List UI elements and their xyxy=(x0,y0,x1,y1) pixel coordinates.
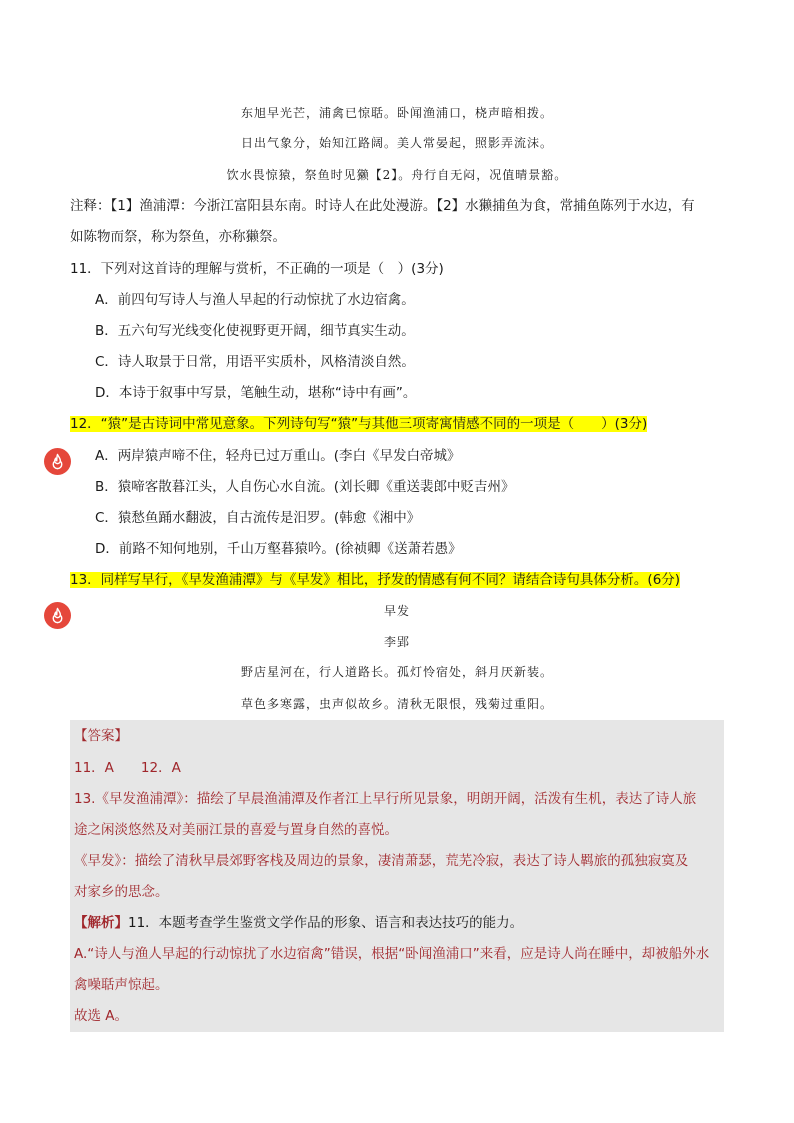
question-13-stem xyxy=(70,570,724,590)
note-line-1: 注释：【1】渔浦潭：今浙江富阳县东南。时诗人在此处漫游。【2】水獭捕鱼为食，常捕鱼陈列于水边，有 xyxy=(70,198,695,214)
q13-poem-title: 早发 xyxy=(383,604,410,618)
q11-option-a: A．前四句写诗人与渔人早起的行动惊扰了水边宿禽。 xyxy=(95,292,415,308)
q13-poem-author: 李郢 xyxy=(383,635,410,649)
note-line-2: 如陈物而祭，称为祭鱼，亦称獭祭。 xyxy=(70,229,286,245)
q12-option-b: B．猿啼客散暮江头，人自伤心水自流。(刘长卿《重送裴郎中贬吉州》 xyxy=(95,479,515,495)
question-13-highlight: 13．同样写早行，《早发渔浦潭》与《早发》相比，抒发的情感有何不同？请结合诗句具体分析。(6分) xyxy=(70,572,681,588)
question-12-stem xyxy=(70,414,724,434)
question-11-stem: 11．下列对这首诗的理解与赏析，不正确的一项是（ ）(3分) xyxy=(70,261,444,277)
q12-option-a: A．两岸猿声啼不住，轻舟已过万重山。(李白《早发白帝城》 xyxy=(95,448,461,464)
q11-option-d: D．本诗于叙事中写景，笔触生动，堪称“诗中有画”。 xyxy=(95,385,417,401)
answer-q13-line-2: 途之闲淡悠然及对美丽江景的喜爱与置身自然的喜悦。 xyxy=(74,822,398,838)
answer-q13-line-3: 《早发》：描绘了清秋早晨郊野客栈及周边的景象，凄清萧瑟，荒芜冷寂，表达了诗人羁旅的孤独寂寞及 xyxy=(74,853,689,869)
poem-line-3: 饮水畏惊猿，祭鱼时见獭【2】。舟行自无闷，况值晴景豁。 xyxy=(226,168,568,182)
flame-icon xyxy=(49,453,66,470)
flame-icon xyxy=(49,607,66,624)
answer-q13-line-1: 13.《早发渔浦潭》：描绘了早晨渔浦潭及作者江上早行所见景象，明朗开阔，活泼有生机，表达了诗人旅 xyxy=(74,791,697,807)
answer-q11-q12: 11．A 12．A xyxy=(74,760,181,776)
hot-question-icon xyxy=(44,448,71,475)
poem-line-2: 日出气象分，始知江路阔。美人常晏起，照影弄流沫。 xyxy=(240,136,553,150)
q11-option-b: B．五六句写光线变化使视野更开阔，细节真实生动。 xyxy=(95,323,415,339)
q11-option-c: C．诗人取景于日常，用语平实质朴，风格清淡自然。 xyxy=(95,354,415,370)
analysis-line-4: 故选 A。 xyxy=(74,1008,129,1024)
analysis-line-3: 禽噪聒声惊起。 xyxy=(74,977,169,993)
answer-label: 【答案】 xyxy=(74,728,128,744)
question-12-highlight: 12．“猿”是古诗词中常见意象。下列诗句写“猿”与其他三项寄寓情感不同的一项是（ ）(3分) xyxy=(70,416,648,432)
poem-line-1: 东旭早光芒，浦禽已惊聒。卧闻渔浦口，桡声暗相拨。 xyxy=(240,106,553,120)
answer-q13-line-4: 对家乡的思念。 xyxy=(74,884,169,900)
q13-poem-line-2: 草色多寒露，虫声似故乡。清秋无限恨，残菊过重阳。 xyxy=(240,697,553,711)
analysis-text: 11．本题考查学生鉴赏文学作品的形象、语言和表达技巧的能力。 xyxy=(128,915,524,931)
analysis-line-1 xyxy=(74,913,724,933)
q12-option-d: D．前路不知何地别，千山万壑暮猿吟。(徐祯卿《送萧若愚》 xyxy=(95,541,462,557)
q13-poem-line-1: 野店星河在，行人道路长。孤灯怜宿处，斜月厌新装。 xyxy=(240,665,553,679)
analysis-label: 【解析】 xyxy=(74,915,128,931)
hot-question-icon-2 xyxy=(44,602,71,629)
q12-option-c: C．猿愁鱼踊水翻波，自古流传是汨罗。(韩愈《湘中》 xyxy=(95,510,421,526)
analysis-line-2: A.“诗人与渔人早起的行动惊扰了水边宿禽”错误，根据“卧闻渔浦口”来看，应是诗人尚在睡中，却被船外水 xyxy=(74,946,710,962)
